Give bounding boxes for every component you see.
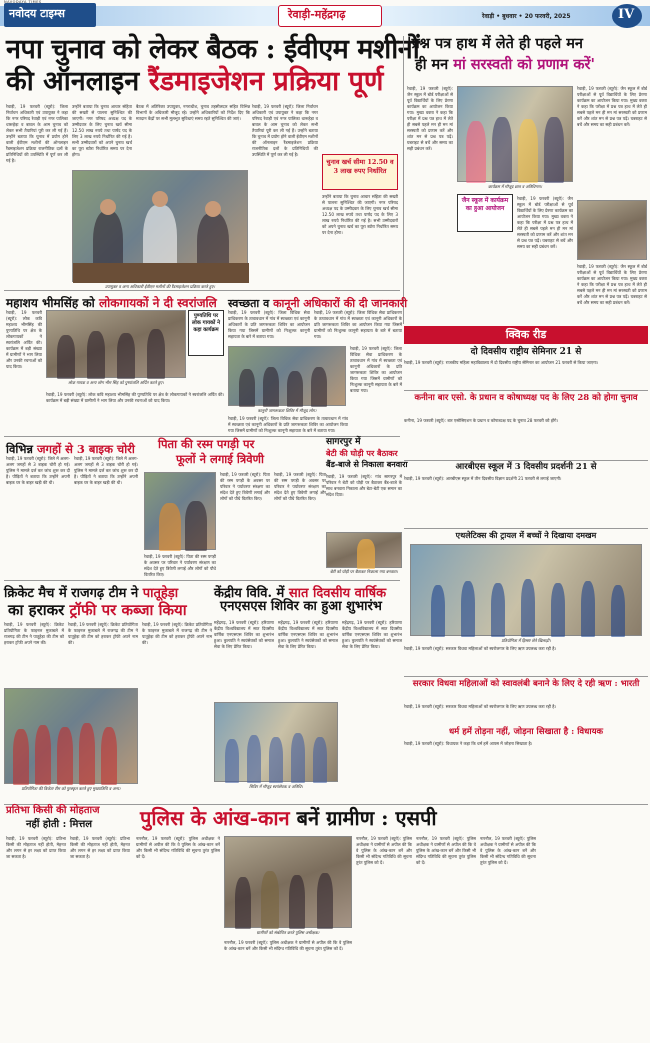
side-lead-photo-2 — [577, 200, 647, 260]
bhimsingh-caption: लोक गायक व अन्य लोग भीम सिंह को पुष्पांजलि अर्पित करते हुए। — [68, 380, 164, 385]
side-lead-photo — [457, 86, 573, 182]
page-number: IV — [618, 7, 635, 22]
quick-read-item-4-title: एथलेटिक्स की ट्रायल में बच्चों ने दिखाया दमखम — [455, 530, 597, 540]
cricket-headline-a: क्रिकेट मैच में राजगढ़ टीम ने — [4, 586, 143, 601]
article-pagdi — [142, 438, 326, 578]
cricket-headline-line2 — [8, 600, 187, 619]
lead-body-col2: उन्होंने बताया कि चुनाव आचार संहिता की सख्ती से पालना सुनिश्चित की जाएगी। नगर परिषद अध्यक्ष पद के उम्मीदवार के लिए चुनाव खर्च सीमा 12.50 लाख रुपये तथा पार्षद पद के लिए 3 लाख रुपये निर्धारित की गई है। सभी उम्मीदवारों को अपने चुनाव खर्च का पूरा ब्योरा निर्धारित समय पर देना होगा। — [72, 104, 132, 157]
pagdi-headline-line2: फूलों ने लगाई त्रिवेणी — [176, 452, 264, 466]
bhimsingh-box-text: पुण्यतिथि पर लोक गायकों ने कहा कार्यक्रम — [192, 313, 220, 333]
lead-headline-line2 — [6, 68, 383, 96]
lead-headline-line1: नपा चुनाव को लेकर बैठक : ईवीएम मशीनों — [6, 34, 420, 65]
side-lead-box-text: जैन स्कूल में कार्यक्रम का हुआ आयोजन — [461, 197, 509, 212]
bike-headline — [6, 438, 135, 457]
section-rule — [4, 290, 400, 291]
camp-body-1: महेंद्रगढ़, 19 फरवरी (ब्यूरो): हरियाणा केंद्रीय विश्वविद्यालय में सात दिवसीय वार्षिक एनएसएस शिविर का शुभारंभ हुआ। कुलपति ने स्वयंसेवकों को समाज सेवा के लिए प्रेरित किया। — [214, 620, 274, 649]
talent-body-1: रेवाड़ी, 19 फरवरी (ब्यूरो): प्रतिभा किसी की मोहताज नहीं होती, मेहनत और लगन से हर लक्ष्य को प्राप्त किया जा सकता है। — [6, 836, 66, 859]
talent-headline-a: प्रतिभा किसी की मोहताज — [6, 805, 100, 816]
side-lead-body-col1: रेवाड़ी, 19 फरवरी (ब्यूरो): जैन स्कूल में बोर्ड परीक्षाओं से पूर्व विद्यार्थियों के लिए प्रेरणा कार्यक्रम का आयोजन किया गया। मुख्य वक्ता ने कहा कि परीक्षा में प्रश्न पत्र हाथ में लेते ही सबसे पहले मन ही मन मां सरस्वती को प्रणाम करें और शांत मन से प्रश्न पत्र पढ़ें। घबराहट से बचें और समय का सही प्रबंधन करें। — [407, 86, 453, 151]
police-body-4: नारनौल, 19 फरवरी (ब्यूरो): पुलिस अधीक्षक ने ग्रामीणों से अपील की कि वे पुलिस के आंख-कान बनें और किसी भी संदिग्ध गतिविधि की सूचना तुरंत पुलिस को दें। — [416, 836, 476, 865]
quick-read-divider-4 — [404, 676, 648, 677]
bike-headline-a: विभिन्न — [6, 442, 37, 456]
lead-body-col1: रेवाड़ी, 19 फरवरी (ब्यूरो): जिला निर्वाचन अधिकारी एवं उपायुक्त ने कहा कि नगर परिषद रेवाड़ी एवं नगर पालिका धारूहेड़ा व बावल के आम चुनाव को लेकर सभी तैयारियां पूरी कर ली गई हैं। उन्होंने बताया कि चुनाव में प्रयोग होने वाली ईवीएम मशीनों की ऑनलाइन रैंडमाइजेशन प्रक्रिया राजनीतिक दलों के प्रतिनिधियों की उपस्थिति में पूर्ण कर ली गई है। — [6, 104, 68, 163]
side-lead-part1: ही मन — [415, 56, 454, 73]
swachhata-body-3: रेवाड़ी, 19 फरवरी (ब्यूरो): जिला विधिक सेवा प्राधिकरण के तत्वावधान में गांव में स्वच्छता एवं कानूनी अधिकारों के प्रति जागरूकता शिविर का आयोजन किया गया जिसमें ग्रामीणों को निःशुल्क कानूनी सहायता के बारे में बताया गया। — [350, 346, 402, 393]
swachhata-body-2: रेवाड़ी, 19 फरवरी (ब्यूरो): जिला विधिक सेवा प्राधिकरण के तत्वावधान में गांव में स्वच्छता एवं कानूनी अधिकारों के प्रति जागरूकता शिविर का आयोजन किया गया जिसमें ग्रामीणों को निःशुल्क कानूनी सहायता के बारे में बताया गया। — [314, 310, 402, 339]
lead-photo-caption: उपायुक्त व अन्य अधिकारी ईवीएम मशीनों की रैंडमाइजेशन प्रक्रिया करते हुए। — [104, 284, 216, 289]
bhimsingh-headline-b: लोकगायकों ने दी स्वरांजलि — [98, 296, 217, 310]
camp-body-2: महेंद्रगढ़, 19 फरवरी (ब्यूरो): हरियाणा केंद्रीय विश्वविद्यालय में सात दिवसीय वार्षिक एनएसएस शिविर का शुभारंभ हुआ। कुलपति ने स्वयंसेवकों को समाज सेवा के लिए प्रेरित किया। — [278, 620, 338, 649]
quick-read-item-6-title: धर्म हमें तोड़ना नहीं, जोड़ना सिखाता है : विधायक — [448, 727, 604, 737]
camp-headline-line2: एनएसएस शिविर का हुआ शुभारंभ — [220, 599, 382, 614]
cricket-body-1: रेवाड़ी, 19 फरवरी (ब्यूरो): क्रिकेट प्रतियोगिता के फाइनल मुकाबले में राजगढ़ की टीम ने पातूहेड़ा की टीम को हराकर ट्रॉफी अपने नाम की। — [4, 622, 64, 645]
side-lead-body-col3: रेवाड़ी, 19 फरवरी (ब्यूरो): जैन स्कूल में बोर्ड परीक्षाओं से पूर्व विद्यार्थियों के लिए प्रेरणा कार्यक्रम का आयोजन किया गया। मुख्य वक्ता ने कहा कि परीक्षा में प्रश्न पत्र हाथ में लेते ही सबसे पहले मन ही मन मां सरस्वती को प्रणाम करें और शांत मन से प्रश्न पत्र पढ़ें। घबराहट से बचें और समय का सही प्रबंधन करें। — [517, 196, 573, 249]
lead-body-col4: रेवाड़ी, 19 फरवरी (ब्यूरो): जिला निर्वाचन अधिकारी एवं उपायुक्त ने कहा कि नगर परिषद रेवाड़ी एवं नगर पालिका धारूहेड़ा व बावल के आम चुनाव को लेकर सभी तैयारियां पूरी कर ली गई हैं। उन्होंने बताया कि चुनाव में प्रयोग होने वाली ईवीएम मशीनों की ऑनलाइन रैंडमाइजेशन प्रक्रिया राजनीतिक दलों के प्रतिनिधियों की उपस्थिति में पूर्ण कर ली गई है। — [252, 104, 318, 157]
column-rule — [403, 36, 404, 324]
side-lead-photo-caption: कार्यक्रम में मौजूद छात्र व अतिथिगण। — [487, 184, 543, 189]
paper-name: नवोदय टाइम्स — [9, 7, 65, 20]
police-caption: ग्रामीणों को संबोधित करते पुलिस अधीक्षक। — [256, 930, 320, 935]
swachhata-photo — [228, 346, 346, 406]
quick-read-divider-2 — [404, 460, 648, 461]
quick-read-item-4-body: रेवाड़ी, 19 फरवरी (ब्यूरो): सरकार विधवा महिलाओं को स्वरोजगार के लिए ऋण उपलब्ध करा रही है। — [404, 646, 557, 651]
bike-body-1: रेवाड़ी, 19 फरवरी (ब्यूरो): जिले में अलग-अलग जगहों से 3 बाइक चोरी हो गई। पुलिस ने मामले दर्ज कर जांच शुरू कर दी है। पीड़ितों ने बताया कि उन्होंने अपनी बाइक घर के बाहर खड़ी की थी। — [6, 456, 70, 485]
cricket-headline-line1 — [4, 582, 178, 601]
quick-read-item-4-photo — [410, 544, 642, 636]
camp-photo — [214, 702, 338, 782]
pagdi-body-1: रेवाड़ी, 19 फरवरी (ब्यूरो): पिता की रस्म पगड़ी के अवसर पर परिवार ने पर्यावरण संरक्षण का संदेश देते हुए त्रिवेणी लगाई और लोगों को पौधे वितरित किए। — [220, 472, 270, 501]
police-body-2: नारनौल, 19 फरवरी (ब्यूरो): पुलिस अधीक्षक ने ग्रामीणों से अपील की कि वे पुलिस के आंख-कान बनें और किसी भी संदिग्ध गतिविधि की सूचना तुरंत पुलिस को दें। — [224, 940, 352, 951]
sagarpur-headline-b: बेटी की घोड़ी पर बैठाकर — [326, 448, 398, 458]
quick-read-item-3-title: आरबीएस स्कूल में 3 दिवसीय प्रदर्शनी 21 से — [455, 462, 597, 472]
lead-callout-box — [322, 154, 398, 190]
quick-read-sidebar — [404, 326, 648, 726]
camp-headline-b: सात दिवसीय वार्षिक — [288, 586, 387, 601]
bhimsingh-headline-a: महाशय भीमसिंह को — [6, 296, 99, 310]
sagarpur-body: रेवाड़ी, 19 फरवरी (ब्यूरो): गांव सागरपुर में परिवार ने बेटी को घोड़ी पर बैठाकर बैंड-बाजे के साथ बनवारा निकाला और बेटा-बेटी एक समान का संदेश दिया। — [326, 474, 402, 497]
cricket-caption: प्रतियोगिता की विजेता टीम को पुरस्कृत करते हुए मुख्यातिथि व अन्य। — [21, 786, 121, 791]
cricket-headline-b: पातूहेड़ा — [142, 586, 179, 601]
bhimsingh-body-2: रेवाड़ी, 19 फरवरी (ब्यूरो): लोक कवि महाशय भीमसिंह की पुण्यतिथि पर क्षेत्र के लोकगायकों ने स्वरांजलि अर्पित की। कार्यक्रम में बड़ी संख्या में ग्रामीणों ने भाग लिया और उनकी रचनाओं को याद किया। — [46, 392, 224, 403]
section-rule-4 — [4, 804, 648, 805]
swachhata-body: रेवाड़ी, 19 फरवरी (ब्यूरो): जिला विधिक सेवा प्राधिकरण के तत्वावधान में गांव में स्वच्छता एवं कानूनी अधिकारों के प्रति जागरूकता शिविर का आयोजन किया गया जिसमें ग्रामीणों को निःशुल्क कानूनी सहायता के बारे में बताया गया। — [228, 310, 310, 339]
lead-body-col5: उन्होंने बताया कि चुनाव आचार संहिता की सख्ती से पालना सुनिश्चित की जाएगी। नगर परिषद अध्यक्ष पद के उम्मीदवार के लिए चुनाव खर्च सीमा 12.50 लाख रुपये तथा पार्षद पद के लिए 3 लाख रुपये निर्धारित की गई है। सभी उम्मीदवारों को अपने चुनाव खर्च का पूरा ब्योरा निर्धारित समय पर देना होगा। — [322, 194, 398, 235]
sagarpur-wrapper — [326, 437, 408, 578]
sagarpur-caption: बेटी को घोड़ी पर बैठाकर निकाला गया बनवारा। — [330, 569, 398, 574]
swachhata-headline — [228, 292, 407, 311]
pagdi-body-3: रेवाड़ी, 19 फरवरी (ब्यूरो): पिता की रस्म पगड़ी के अवसर पर परिवार ने पर्यावरण संरक्षण का संदेश देते हुए त्रिवेणी लगाई और लोगों को पौधे वितरित किए। — [144, 554, 216, 577]
quick-read-item-4-caption: प्रतियोगिता में हिस्सा लेते खिलाड़ी। — [501, 638, 551, 643]
cricket-body-3: रेवाड़ी, 19 फरवरी (ब्यूरो): क्रिकेट प्रतियोगिता के फाइनल मुकाबले में राजगढ़ की टीम ने पातूहेड़ा की टीम को हराकर ट्रॉफी अपने नाम की। — [142, 622, 212, 645]
pagdi-photo — [144, 472, 216, 550]
side-lead-body-col4: रेवाड़ी, 19 फरवरी (ब्यूरो): जैन स्कूल में बोर्ड परीक्षाओं से पूर्व विद्यार्थियों के लिए प्रेरणा कार्यक्रम का आयोजन किया गया। मुख्य वक्ता ने कहा कि परीक्षा में प्रश्न पत्र हाथ में लेते ही सबसे पहले मन ही मन मां सरस्वती को प्रणाम करें और शांत मन से प्रश्न पत्र पढ़ें। घबराहट से बचें और समय का सही प्रबंधन करें। — [577, 264, 647, 305]
quick-read-item-5-body: रेवाड़ी, 19 फरवरी (ब्यूरो): सरकार विधवा महिलाओं को स्वरोजगार के लिए ऋण उपलब्ध करा रही है। — [404, 704, 557, 709]
lead-callout-text: चुनाव खर्च सीमा 12.50 व 3 लाख रुपए निर्धारित — [326, 158, 394, 175]
police-photo — [224, 836, 352, 928]
cricket-headline-d: ट्रॉफी पर कब्जा किया — [69, 601, 187, 619]
quick-read-item-1-title: दो दिवसीय राष्ट्रीय सेमिनार 21 से — [470, 347, 582, 357]
article-swachhata — [226, 292, 408, 434]
masthead — [0, 0, 650, 34]
article-talent — [4, 806, 132, 1040]
pagdi-body-2: रेवाड़ी, 19 फरवरी (ब्यूरो): पिता की रस्म पगड़ी के अवसर पर परिवार ने पर्यावरण संरक्षण का संदेश देते हुए त्रिवेणी लगाई और लोगों को पौधे वितरित किए। — [274, 472, 326, 501]
page-date: रेवाड़ी • बुधवार • 20 फरवरी, 2025 — [482, 13, 571, 20]
police-headline-a: पुलिस के आंख-कान — [140, 806, 297, 830]
pagdi-headline-line1: पिता की रस्म पगड़ी पर — [158, 437, 255, 451]
police-body-3: नारनौल, 19 फरवरी (ब्यूरो): पुलिस अधीक्षक ने ग्रामीणों से अपील की कि वे पुलिस के आंख-कान बनें और किसी भी संदिग्ध गतिविधि की सूचना तुरंत पुलिस को दें। — [356, 836, 412, 865]
police-headline-b: बनें ग्रामीण : एसपी — [296, 806, 437, 830]
bhimsingh-headline — [6, 292, 217, 311]
quick-read-item-1-body: रेवाड़ी, 19 फरवरी (ब्यूरो): राजकीय महिला महाविद्यालय में दो दिवसीय राष्ट्रीय सेमिनार का आयोजन 21 फरवरी से किया जाएगा। — [404, 360, 599, 365]
lead-headline-part1: की ऑनलाइन — [6, 66, 149, 97]
bike-body-2: रेवाड़ी, 19 फरवरी (ब्यूरो): जिले में अलग-अलग जगहों से 3 बाइक चोरी हो गई। पुलिस ने मामले दर्ज कर जांच शुरू कर दी है। पीड़ितों ने बताया कि उन्होंने अपनी बाइक घर के बाहर खड़ी की थी। — [74, 456, 138, 485]
cricket-photo — [4, 688, 138, 784]
cricket-headline-c: का हराकर — [8, 601, 70, 619]
swachhata-caption: कानूनी जागरूकता शिविर में मौजूद लोग। — [257, 408, 317, 413]
quick-read-divider-3 — [404, 528, 648, 529]
swachhata-headline-a: स्वच्छता व — [228, 297, 274, 310]
article-cricket — [4, 582, 212, 800]
sagarpur-photo — [326, 532, 402, 568]
quick-read-item-6-body: रेवाड़ी, 19 फरवरी (ब्यूरो): विधायक ने कहा कि धर्म हमें आपस में जोड़ना सिखाता है। — [404, 741, 533, 746]
quick-read-item-2-title: कनीना बार एसो. के प्रधान व कोषाध्यक्ष पद के लिए 28 को होगा चुनाव — [414, 393, 638, 403]
article-nss-camp — [214, 582, 402, 800]
talent-headline-b: नहीं होती : मित्तल — [26, 819, 93, 830]
lead-headline-part2: रैंडमाइजेशन प्रक्रिया पूर्ण — [148, 66, 384, 97]
section-name: रेवाड़ी-महेंद्रगढ़ — [288, 8, 346, 21]
side-lead-part2: मां सरस्वती को प्रणाम करें' — [453, 56, 595, 73]
police-headline — [140, 808, 437, 829]
side-lead-body-col2: रेवाड़ी, 19 फरवरी (ब्यूरो): जैन स्कूल में बोर्ड परीक्षाओं से पूर्व विद्यार्थियों के लिए प्रेरणा कार्यक्रम का आयोजन किया गया। मुख्य वक्ता ने कहा कि परीक्षा में प्रश्न पत्र हाथ में लेते ही सबसे पहले मन ही मन मां सरस्वती को प्रणाम करें और शांत मन से प्रश्न पत्र पढ़ें। घबराहट से बचें और समय का सही प्रबंधन करें। — [577, 86, 647, 127]
article-bhimsingh — [4, 292, 224, 434]
lead-article — [4, 34, 420, 324]
article-police — [136, 806, 646, 1040]
swachhata-headline-b: कानूनी अधिकारों की दी जानकारी — [273, 297, 408, 310]
cricket-body-2: रेवाड़ी, 19 फरवरी (ब्यूरो): क्रिकेट प्रतियोगिता के फाइनल मुकाबले में राजगढ़ की टीम ने पातूहेड़ा की टीम को हराकर ट्रॉफी अपने नाम की। — [68, 622, 138, 645]
camp-body-3: महेंद्रगढ़, 19 फरवरी (ब्यूरो): हरियाणा केंद्रीय विश्वविद्यालय में सात दिवसीय वार्षिक एनएसएस शिविर का शुभारंभ हुआ। कुलपति ने स्वयंसेवकों को समाज सेवा के लिए प्रेरित किया। — [342, 620, 402, 649]
lead-body-col3: बैठक में अतिरिक्त उपायुक्त, नगराधीश, चुनाव तहसीलदार सहित विभिन्न विभागों के अधिकारी मौजूद रहे। उन्होंने अधिकारियों को निर्देश दिए कि मतदान केंद्रों पर सभी मूलभूत सुविधाएं समय रहते सुनिश्चित की जाएं। — [136, 104, 250, 121]
swachhata-body-4: रेवाड़ी, 19 फरवरी (ब्यूरो): जिला विधिक सेवा प्राधिकरण के तत्वावधान में गांव में स्वच्छता एवं कानूनी अधिकारों के प्रति जागरूकता शिविर का आयोजन किया गया जिसमें ग्रामीणों को निःशुल्क कानूनी सहायता के बारे में बताया गया। — [228, 416, 348, 433]
sagarpur-headline-a: सागरपुर में — [326, 437, 361, 447]
section-rule-3 — [4, 580, 400, 581]
bike-headline-b: जगहों से 3 बाइक चोरी — [37, 442, 135, 456]
police-body-1: नारनौल, 19 फरवरी (ब्यूरो): पुलिस अधीक्षक ने ग्रामीणों से अपील की कि वे पुलिस के आंख-कान बनें और किसी भी संदिग्ध गतिविधि की सूचना तुरंत पुलिस को दें। — [136, 836, 220, 859]
quick-read-title: क्विक रीड — [505, 328, 547, 341]
side-lead-line2 — [415, 54, 595, 73]
sagarpur-headline-c: बैंड-बाजे से निकाला बनवारा — [326, 459, 408, 469]
camp-caption: शिविर में मौजूद स्वयंसेवक व अतिथि। — [249, 784, 303, 789]
bhimsingh-photo — [46, 310, 186, 378]
quick-read-item-5-title: सरकार विधवा महिलाओं को स्वावलंबी बनाने के लिए दे रही ऋण : भारती — [412, 679, 640, 689]
quick-read-divider-1 — [404, 390, 648, 391]
camp-headline-a: केंद्रीय विवि. में — [214, 586, 289, 601]
bhimsingh-box — [188, 310, 224, 356]
police-body-5: नारनौल, 19 फरवरी (ब्यूरो): पुलिस अधीक्षक ने ग्रामीणों से अपील की कि वे पुलिस के आंख-कान बनें और किसी भी संदिग्ध गतिविधि की सूचना तुरंत पुलिस को दें। — [480, 836, 536, 865]
side-lead-article — [407, 36, 647, 326]
quick-read-header — [404, 326, 648, 344]
bhimsingh-body: रेवाड़ी, 19 फरवरी (ब्यूरो): लोक कवि महाशय भीमसिंह की पुण्यतिथि पर क्षेत्र के लोकगायकों ने स्वरांजलि अर्पित की। कार्यक्रम में बड़ी संख्या में ग्रामीणों ने भाग लिया और उनकी रचनाओं को याद किया। — [6, 310, 42, 369]
side-lead-box — [457, 194, 513, 232]
talent-body-2: रेवाड़ी, 19 फरवरी (ब्यूरो): प्रतिभा किसी की मोहताज नहीं होती, मेहनत और लगन से हर लक्ष्य को प्राप्त किया जा सकता है। — [70, 836, 130, 859]
quick-read-item-3-body: रेवाड़ी, 19 फरवरी (ब्यूरो): आरबीएस स्कूल में तीन दिवसीय विज्ञान प्रदर्शनी 21 फरवरी से लगाई जाएगी। — [404, 476, 562, 481]
lead-photo — [72, 170, 248, 282]
article-bike-theft — [4, 438, 140, 578]
paper-tagline: NAVODAYA TIMES — [4, 0, 42, 4]
quick-read-item-2-body: कनीना, 19 फरवरी (ब्यूरो): बार एसोसिएशन के प्रधान व कोषाध्यक्ष पद के चुनाव 28 फरवरी को होंगे। — [404, 418, 559, 423]
side-lead-line1: 'प्रश्न पत्र हाथ में लेते ही पहले मन — [407, 35, 583, 52]
